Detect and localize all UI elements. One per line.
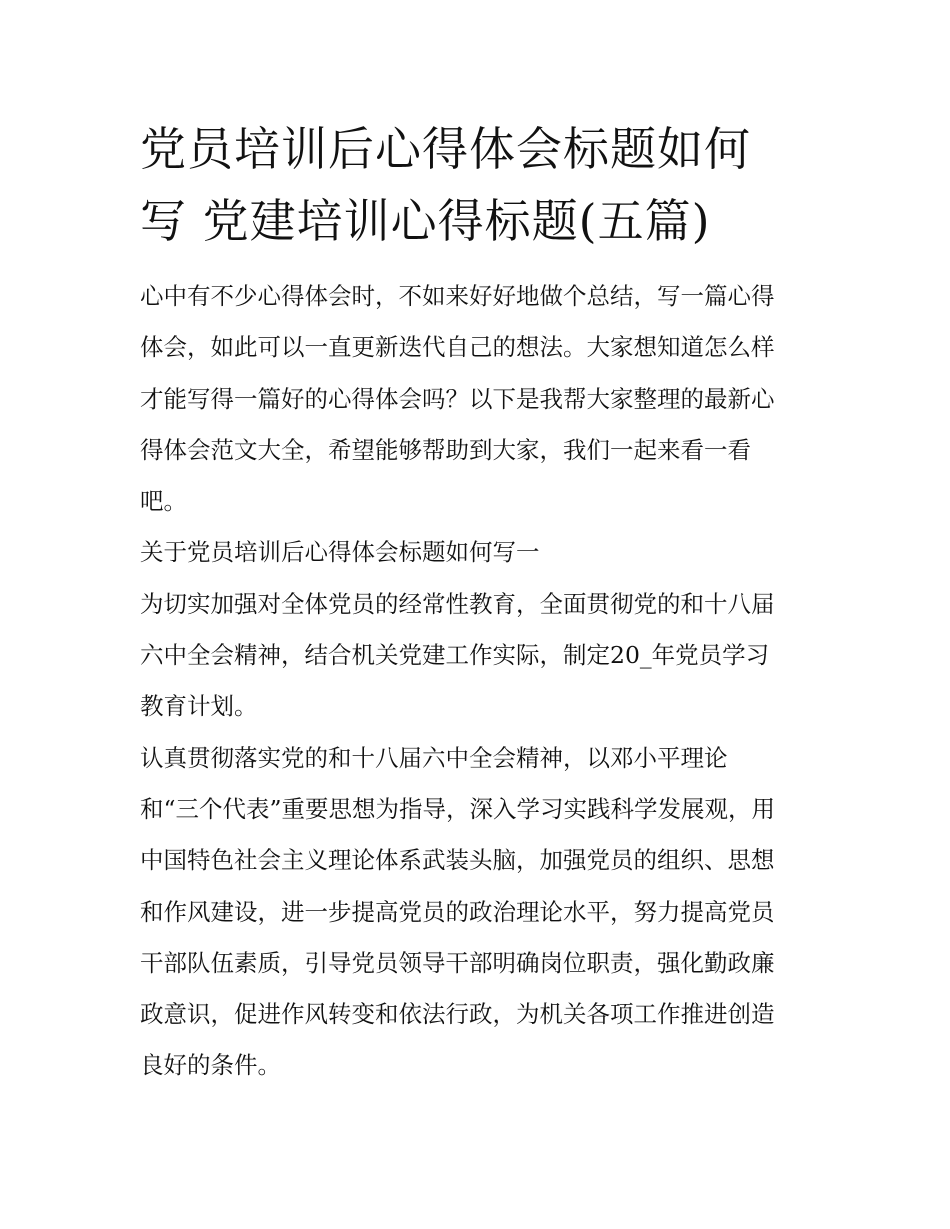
title-line-2: 写 党建培训心得标题(五篇) <box>140 194 711 248</box>
text-line: 为切实加强对全体党员的经常性教育，全面贯彻党的和十八届 <box>140 589 775 618</box>
document-title <box>140 113 815 257</box>
section-heading <box>140 527 815 578</box>
paragraph-guidance <box>140 733 815 1092</box>
text-line: 六中全会精神，结合机关党建工作实际，制定20_年党员学习 <box>140 641 770 670</box>
title-line-1: 党员培训后心得体会标题如何 <box>140 122 751 176</box>
text-line: 认真贯彻落实党的和十八届六中全会精神，以邓小平理论 <box>140 743 728 772</box>
text-line: 才能写得一篇好的心得体会吗？以下是我帮大家整理的最新心 <box>140 384 775 413</box>
text-line: 良好的条件。 <box>140 1051 281 1080</box>
text-line: 教育计划。 <box>140 692 258 721</box>
paragraph-intro <box>140 271 815 527</box>
text-line: 得体会范文大全，希望能够帮助到大家，我们一起来看一看 <box>140 435 751 464</box>
text-line: 关于党员培训后心得体会标题如何写一 <box>140 538 540 567</box>
text-line: 干部队伍素质，引导党员领导干部明确岗位职责，强化勤政廉 <box>140 948 775 977</box>
text-line: 和作风建设，进一步提高党员的政治理论水平，努力提高党员 <box>140 897 775 926</box>
text-line: 心中有不少心得体会时，不如来好好地做个总结，写一篇心得 <box>140 282 775 310</box>
paragraph-plan <box>140 579 815 733</box>
document-content <box>140 113 815 1092</box>
document-body <box>140 271 815 1092</box>
text-line: 吧。 <box>140 487 187 516</box>
text-line: 和“三个代表”重要思想为指导，深入学习实践科学发展观，用 <box>140 794 776 823</box>
text-line: 体会，如此可以一直更新迭代自己的想法。大家想知道怎么样 <box>140 333 775 362</box>
text-line: 中国特色社会主义理论体系武装头脑，加强党员的组织、思想 <box>140 846 775 875</box>
text-line: 政意识，促进作风转变和依法行政，为机关各项工作推进创造 <box>140 1000 775 1029</box>
